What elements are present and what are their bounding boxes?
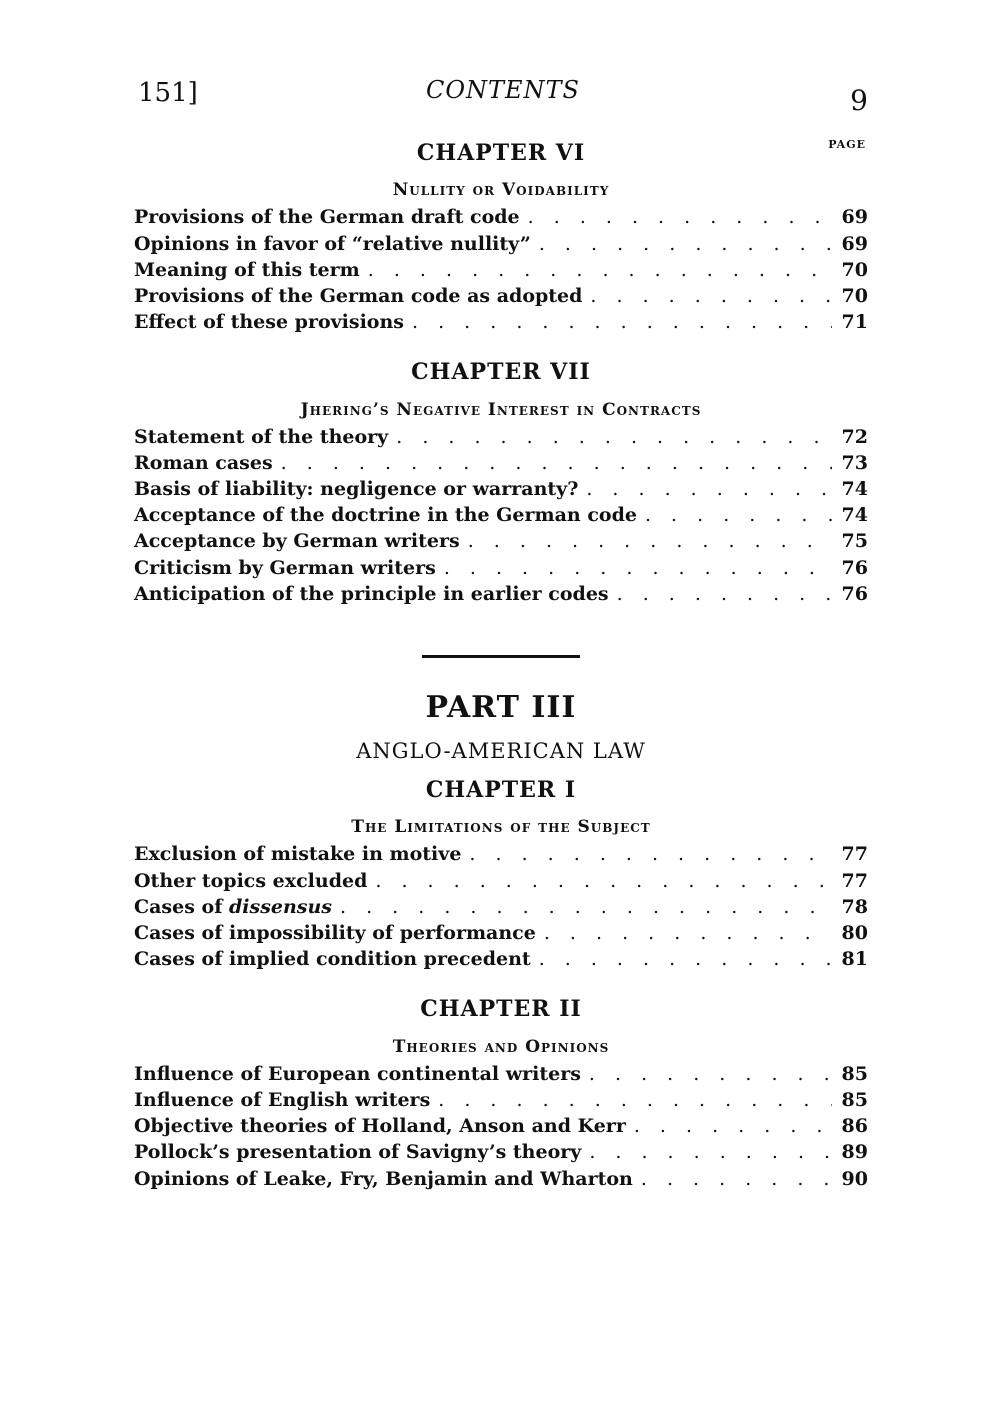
toc-entry [134, 948, 868, 974]
entry-title: Basis of liability: negligence or warranty? [134, 478, 579, 501]
entry-title: Anticipation of the principle in earlier codes [134, 582, 609, 605]
entry-title: Influence of European continental writers [134, 1062, 581, 1085]
entry-title: Other topics excluded [134, 869, 368, 892]
dot-leader [634, 1115, 832, 1137]
entry-title: Influence of English writers [134, 1088, 431, 1111]
entry-title [134, 896, 332, 918]
part3-chapter-ii [134, 996, 868, 1193]
entry-title: Exclusion of mistake in motive [134, 843, 462, 866]
toc-entry [134, 870, 868, 896]
dot-leader [375, 870, 832, 892]
entry-title: Provisions of the German code as adopted [134, 284, 583, 307]
toc-list [134, 843, 868, 974]
section-divider [422, 655, 580, 658]
toc-entry [134, 557, 868, 583]
entry-page: 69 [841, 232, 868, 255]
dot-leader [589, 1141, 832, 1163]
part3-chapter-i [134, 777, 868, 974]
toc-entry [134, 206, 868, 232]
entry-page: 89 [841, 1141, 868, 1164]
dot-leader [281, 452, 832, 474]
entry-page: 77 [841, 843, 868, 866]
entry-title: Opinions of Leake, Fry, Benjamin and Wharton [134, 1167, 633, 1190]
chapter-vi [134, 140, 868, 337]
entry-title: Roman cases [134, 451, 273, 474]
dot-leader [469, 843, 832, 865]
toc-entry [134, 285, 868, 311]
toc-entry [134, 1168, 868, 1194]
page-column-label: PAGE [828, 138, 866, 151]
dot-leader [444, 557, 832, 579]
chapter-subtitle: Jhering’s Negative Interest in Contracts [300, 399, 702, 420]
dot-leader [368, 259, 832, 281]
dot-leader [645, 504, 832, 526]
chapter-title: CHAPTER VI [416, 140, 586, 166]
entry-page: 74 [841, 504, 868, 527]
entry-page: 85 [841, 1088, 868, 1111]
toc-entry [134, 922, 868, 948]
running-head [138, 72, 868, 117]
dot-leader [528, 206, 832, 228]
toc-list [134, 426, 868, 609]
dot-leader [539, 948, 832, 970]
entry-page: 90 [841, 1167, 868, 1190]
part-subtitle: ANGLO-AMERICAN LAW [356, 739, 646, 764]
dot-leader [468, 530, 832, 552]
entry-page: 78 [841, 895, 868, 918]
dot-leader [438, 1089, 832, 1111]
part-title: PART III [425, 690, 577, 726]
entry-page: 76 [841, 582, 868, 605]
entry-title: Opinions in favor of “relative nullity” [134, 232, 531, 255]
entry-page: 71 [841, 311, 868, 334]
dot-leader [544, 922, 832, 944]
toc-entry [134, 259, 868, 285]
toc-entry [134, 426, 868, 452]
toc-entry [134, 583, 868, 609]
chapter-subtitle: Theories and Opinions [392, 1036, 610, 1057]
entry-title: Meaning of this term [134, 258, 360, 281]
entry-title: Acceptance by German writers [134, 530, 460, 553]
entry-page: 86 [841, 1115, 868, 1138]
entry-page: 72 [841, 425, 868, 448]
toc-entry [134, 1089, 868, 1115]
chapter-subtitle: The Limitations of the Subject [351, 817, 651, 838]
entry-title: Cases of implied condition precedent [134, 948, 531, 971]
dot-leader [617, 583, 832, 605]
toc-entry [134, 504, 868, 530]
chapter-vii [134, 359, 868, 609]
entry-title-italic: dissensus [229, 895, 333, 918]
page-number: 9 [850, 84, 868, 117]
entry-title-prefix: Cases of [134, 895, 229, 918]
entry-page: 74 [841, 478, 868, 501]
toc-entry [134, 1141, 868, 1167]
toc-entry [134, 843, 868, 869]
entry-page: 85 [841, 1062, 868, 1085]
dot-leader [412, 311, 832, 333]
chapter-title: CHAPTER II [420, 996, 582, 1023]
entry-title: Pollock’s presentation of Savigny’s theory [134, 1141, 582, 1164]
dot-leader [589, 1063, 832, 1085]
entry-page: 75 [841, 530, 868, 553]
entry-title: Provisions of the German draft code [134, 206, 520, 229]
toc-entry [134, 311, 868, 337]
entry-page: 77 [841, 869, 868, 892]
entry-title: Criticism by German writers [134, 556, 436, 579]
toc-entry [134, 233, 868, 259]
toc-content [134, 140, 868, 1216]
chapter-subtitle: Nullity or Voidability [392, 180, 610, 201]
entry-page: 73 [841, 451, 868, 474]
toc-entry [134, 896, 868, 922]
toc-list [134, 1063, 868, 1194]
entry-page: 70 [841, 258, 868, 281]
entry-page: 70 [841, 284, 868, 307]
toc-entry [134, 1063, 868, 1089]
entry-title: Cases of impossibility of performance [134, 921, 536, 944]
entry-title: Objective theories of Holland, Anson and Kerr [134, 1115, 626, 1138]
toc-entry [134, 530, 868, 556]
toc-list [134, 206, 868, 337]
chapter-title: CHAPTER VII [411, 359, 591, 386]
entry-page: 80 [841, 921, 868, 944]
dot-leader [539, 233, 832, 255]
toc-entry [134, 1115, 868, 1141]
dot-leader [641, 1168, 832, 1190]
entry-title: Effect of these provisions [134, 311, 404, 334]
running-title: CONTENTS [425, 76, 580, 104]
entry-title: Statement of the theory [134, 425, 389, 448]
dot-leader [396, 426, 832, 448]
entry-page: 69 [841, 206, 868, 229]
entry-page: 76 [841, 556, 868, 579]
dot-leader [586, 478, 832, 500]
dot-leader [590, 285, 832, 307]
toc-entry [134, 478, 868, 504]
entry-title: Acceptance of the doctrine in the German code [134, 504, 637, 527]
chapter-title: CHAPTER I [425, 777, 577, 804]
entry-page: 81 [841, 948, 868, 971]
folio-left: 151] [138, 78, 198, 108]
dot-leader [340, 896, 832, 918]
toc-entry [134, 452, 868, 478]
